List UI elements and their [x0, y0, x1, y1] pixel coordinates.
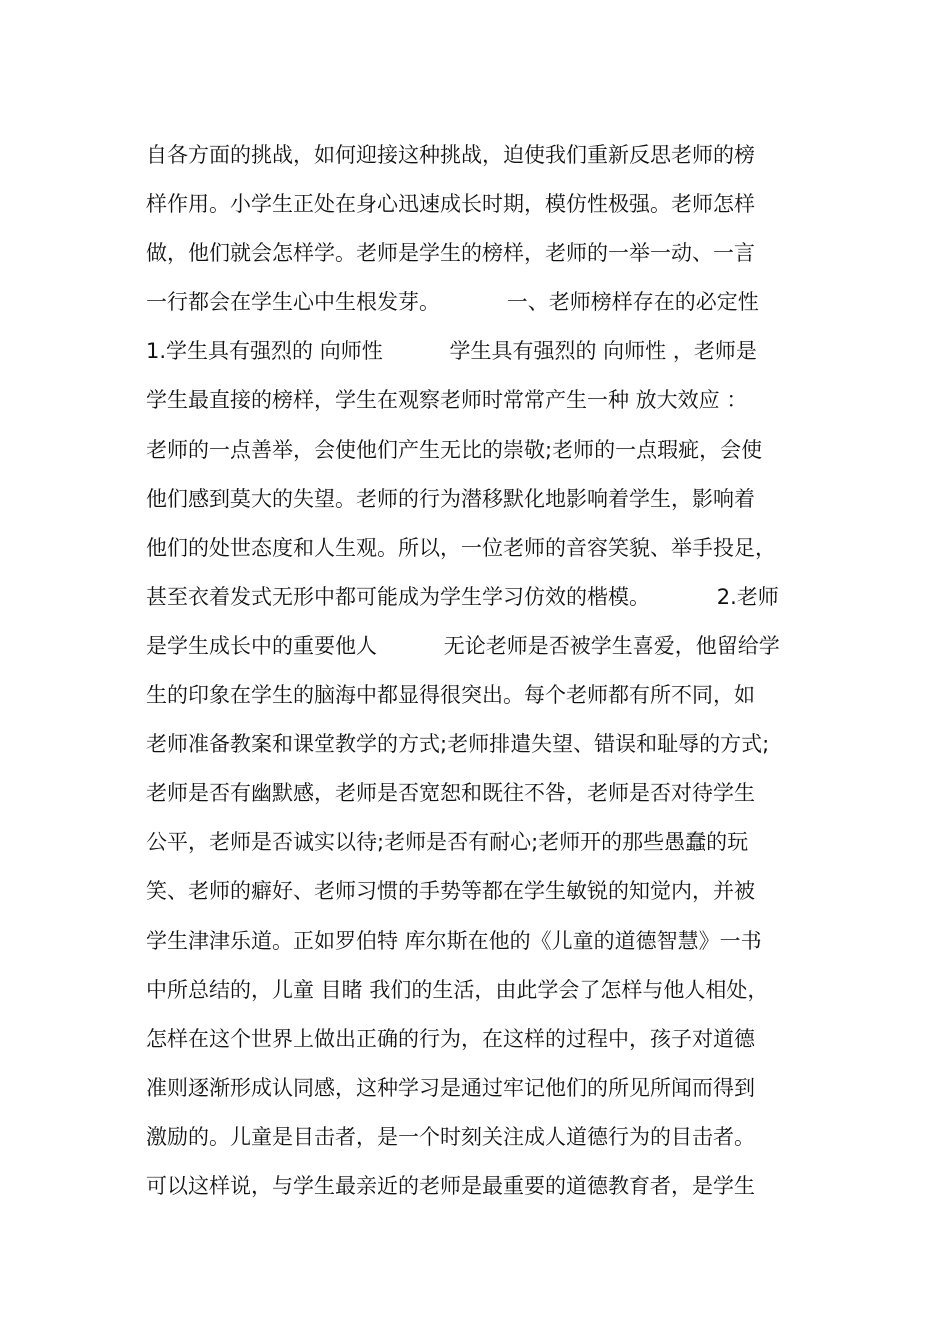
- text-line: 生的印象在学生的脑海中都显得很突出。每个老师都有所不同，如: [146, 683, 755, 708]
- text-line: 准则逐渐形成认同感，这种学习是通过牢记他们的所见所闻而得到: [146, 1075, 755, 1100]
- text-line: 他们的处世态度和人生观。所以，一位老师的音容笑貌、举手投足，: [146, 535, 776, 560]
- text-line: 老师是否有幽默感，老师是否宽恕和既往不咎，老师是否对待学生: [146, 781, 755, 806]
- text-line: 1.学生具有强烈的 向师性 学生具有强烈的 向师性 ，老师是: [146, 339, 757, 364]
- text-line: 做，他们就会怎样学。老师是学生的榜样，老师的一举一动、一言: [146, 241, 755, 266]
- text-line: 中所总结的，儿童 目睹 我们的生活，由此学会了怎样与他人相处，: [146, 977, 769, 1002]
- text-line: 样作用。小学生正处在身心迅速成长时期，模仿性极强。老师怎样: [146, 192, 755, 217]
- text-line: 自各方面的挑战，如何迎接这种挑战，迫使我们重新反思老师的榜: [146, 143, 755, 167]
- text-line: 是学生成长中的重要他人 无论老师是否被学生喜爱，他留给学: [146, 633, 780, 658]
- text-line: 老师准备教案和课堂教学的方式;老师排遣失望、错误和耻辱的方式;: [146, 732, 770, 757]
- text-line: 学生最直接的榜样，学生在观察老师时常常产生一种 放大效应 ：: [146, 388, 748, 413]
- text-line: 老师的一点善举，会使他们产生无比的崇敬;老师的一点瑕疵，会使: [146, 437, 763, 462]
- text-line: 怎样在这个世界上做出正确的行为，在这样的过程中，孩子对道德: [146, 1026, 755, 1051]
- text-line: 一行都会在学生心中生根发芽。 一、老师榜样存在的必定性: [146, 290, 759, 315]
- text-line: 公平，老师是否诚实以待;老师是否有耐心;老师开的那些愚蠢的玩: [146, 830, 749, 855]
- text-line: 激励的。儿童是目击者，是一个时刻关注成人道德行为的目击者。: [146, 1124, 755, 1149]
- text-line: 可以这样说，与学生最亲近的老师是最重要的道德教育者，是学生: [146, 1173, 755, 1198]
- text-line: 学生津津乐道。正如罗伯特 库尔斯在他的《儿童的道德智慧》一书: [146, 928, 762, 953]
- text-line: 他们感到莫大的失望。老师的行为潜移默化地影响着学生，影响着: [146, 486, 755, 511]
- text-line: 甚至衣着发式无形中都可能成为学生学习仿效的楷模。 2.老师: [146, 584, 779, 609]
- text-line: 笑、老师的癖好、老师习惯的手势等都在学生敏锐的知觉内，并被: [146, 879, 755, 904]
- body-text: [146, 131, 826, 1211]
